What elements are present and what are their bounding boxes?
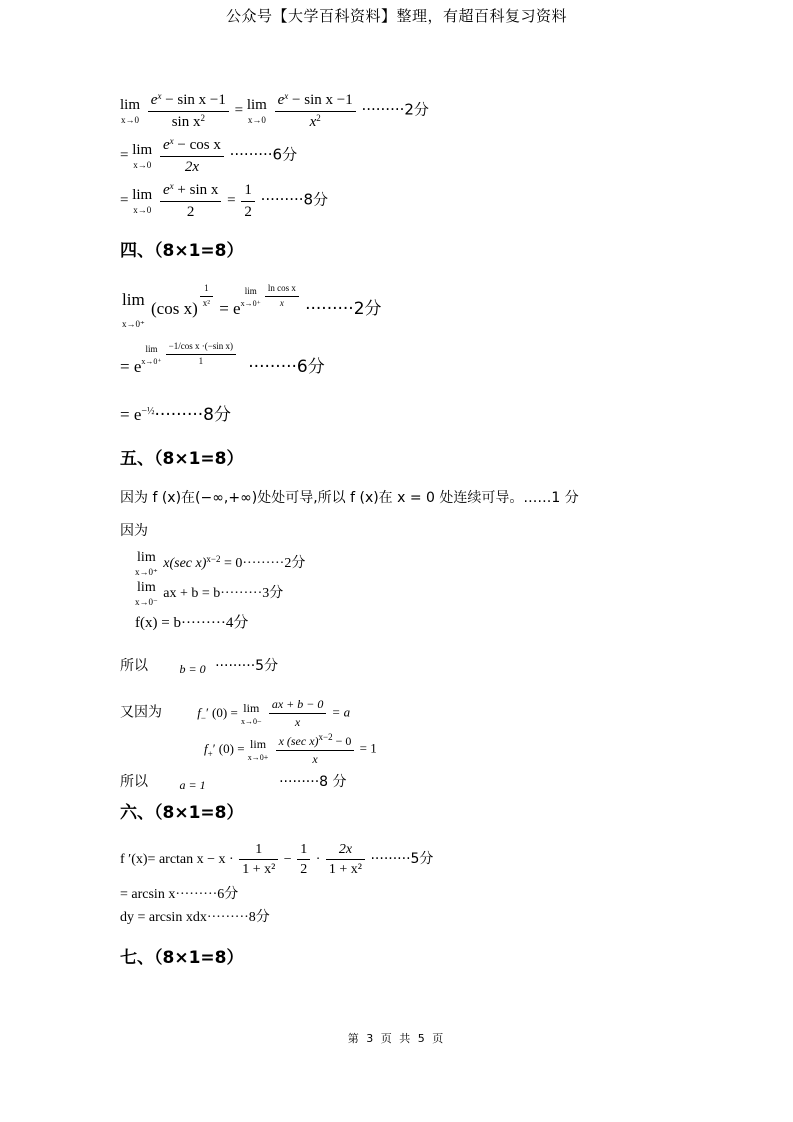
fraction: $\frac{x (\sec x)^{x-2} - 0}{x}$: [276, 733, 355, 766]
score-marker: ·········6分: [248, 356, 325, 377]
lim-operator: lim x→0: [132, 141, 153, 171]
fraction: $\frac{1}{2}$: [241, 182, 255, 220]
lim-operator: lim x→0⁺: [240, 286, 261, 308]
s5-paragraph-1: 因为 f (x)在(−∞,+∞)处处可导,所以 f (x)在 x = 0 处连续可导。……1 分: [120, 490, 579, 506]
s5-line5: 又因为 $f_-'$ (0) = lim x→0− $\frac{ax + b - 0}{x}$ = a: [120, 697, 351, 730]
s6-line2: = arcsin x·········6分: [120, 887, 239, 902]
score-marker: ·········2分: [305, 298, 382, 319]
s3-line2: = lim x→0 $\frac{e^x - \cos x}{2x}$ ·········6分: [120, 136, 298, 175]
s3-line3: = lim x→0 $\frac{e^x + \sin x}{2}$ = $\frac{1}{2}$ ·········8分: [120, 181, 329, 220]
score-marker: ·········2分: [361, 100, 429, 119]
section-4-title: 四、（8×1=8）: [120, 241, 244, 261]
s4-line2: = e lim x→0⁺ $\frac{\text{−1/cos x ·(−sin x)}}{1}$ ·········6分: [120, 341, 325, 377]
exponent-fraction: $\frac{1}{\text{x²}}$: [200, 284, 213, 309]
s6-line3: dy = arcsin xdx·········8分: [120, 910, 270, 925]
s5-line7: 所以 a = 1 ·········8 分: [120, 774, 347, 792]
section-6-title: 六、（8×1=8）: [120, 803, 244, 823]
fraction: $\frac{e^x - \sin x -1}{x^2}$: [275, 92, 356, 130]
page-header: 公众号【大学百科资料】整理，有超百科复习资料: [225, 7, 567, 25]
section-5-title: 五、（8×1=8）: [120, 449, 244, 469]
s4-line3: = $e^{-\frac{1}{2}}\cdot\cdot\cdot\cdot\cdot\cdot\cdot\cdot\cdot 8$分: [120, 405, 231, 425]
score-marker: ·········8分: [154, 405, 231, 425]
lim-operator: lim x→0: [120, 96, 141, 126]
s4-line1: lim x→0⁺ (cos x) $\frac{1}{\text{x²}}$ = e lim x→0⁺ $\frac{\text{ln cos x}}{x}$ ·········2分: [122, 283, 382, 329]
fraction: $\frac{ax + b - 0}{x}$: [269, 698, 327, 729]
s5-line3: f(x) = b·········4分: [135, 615, 249, 631]
s5-paragraph-2: 因为: [120, 523, 148, 539]
fraction: $\frac{1}{\text{1 + x²}}$: [239, 842, 278, 878]
page-footer: 第 3 页 共 5 页: [347, 1032, 446, 1045]
section-7-title: 七、（8×1=8）: [120, 948, 244, 968]
score-marker: ·········8分: [260, 190, 329, 209]
fraction: $\frac{e^x - \cos x}{2x}$: [160, 137, 224, 175]
s5-line4: 所以 b = 0 ·········5分: [120, 658, 279, 676]
fraction: $\frac{1}{2}$: [297, 842, 310, 878]
fraction: $\frac{2x}{\text{1 + x²}}$: [326, 842, 365, 878]
lim-operator: lim x→0⁻: [135, 580, 158, 608]
exponent-fraction: $\frac{\text{−1/cos x ·(−sin x)}}{1}$: [166, 342, 236, 367]
s5-line1: lim x→0⁺ x(sec x)$^{x-2}$ = 0·········2分: [135, 550, 306, 578]
fraction: $\frac{e^x - \sin x -1}{\sin x^2}$: [148, 92, 229, 130]
s3-line1: lim x→0 $\frac{e^x - \sin x -1}{\sin x^2}$ = lim x→0 $\frac{e^x - \sin x -1}{x^2}$ ·········2分: [120, 91, 429, 130]
s5-line6: $f_+'$ (0) = lim x→0+ $\frac{x (\sec x)^{x-2} - 0}{x}$ = 1: [204, 732, 377, 767]
lim-operator: lim x→0−: [241, 700, 262, 726]
fraction: $\frac{e^x + \sin x}{2}$: [160, 182, 221, 220]
exponent-fraction: $\frac{\text{ln cos x}}{x}$: [265, 284, 299, 309]
lim-operator: lim x→0⁺: [135, 550, 158, 578]
s5-line2: lim x→0⁻ ax + b = b·········3分: [135, 580, 284, 608]
lim-operator: lim x→0+: [247, 736, 269, 762]
lim-operator: lim x→0: [246, 96, 267, 126]
score-marker: ·········6分: [229, 145, 298, 164]
lim-operator: lim x→0: [132, 186, 153, 216]
lim-operator: lim x→0⁺: [122, 290, 145, 329]
lim-operator: lim x→0⁺: [141, 344, 162, 366]
s6-line1: f ′(x)= arctan x − x · $\frac{1}{\text{1 + x²}}$ − $\frac{1}{2}$ · $\frac{2x}{\text{1 + x²}}$ ·········5分: [120, 842, 434, 878]
